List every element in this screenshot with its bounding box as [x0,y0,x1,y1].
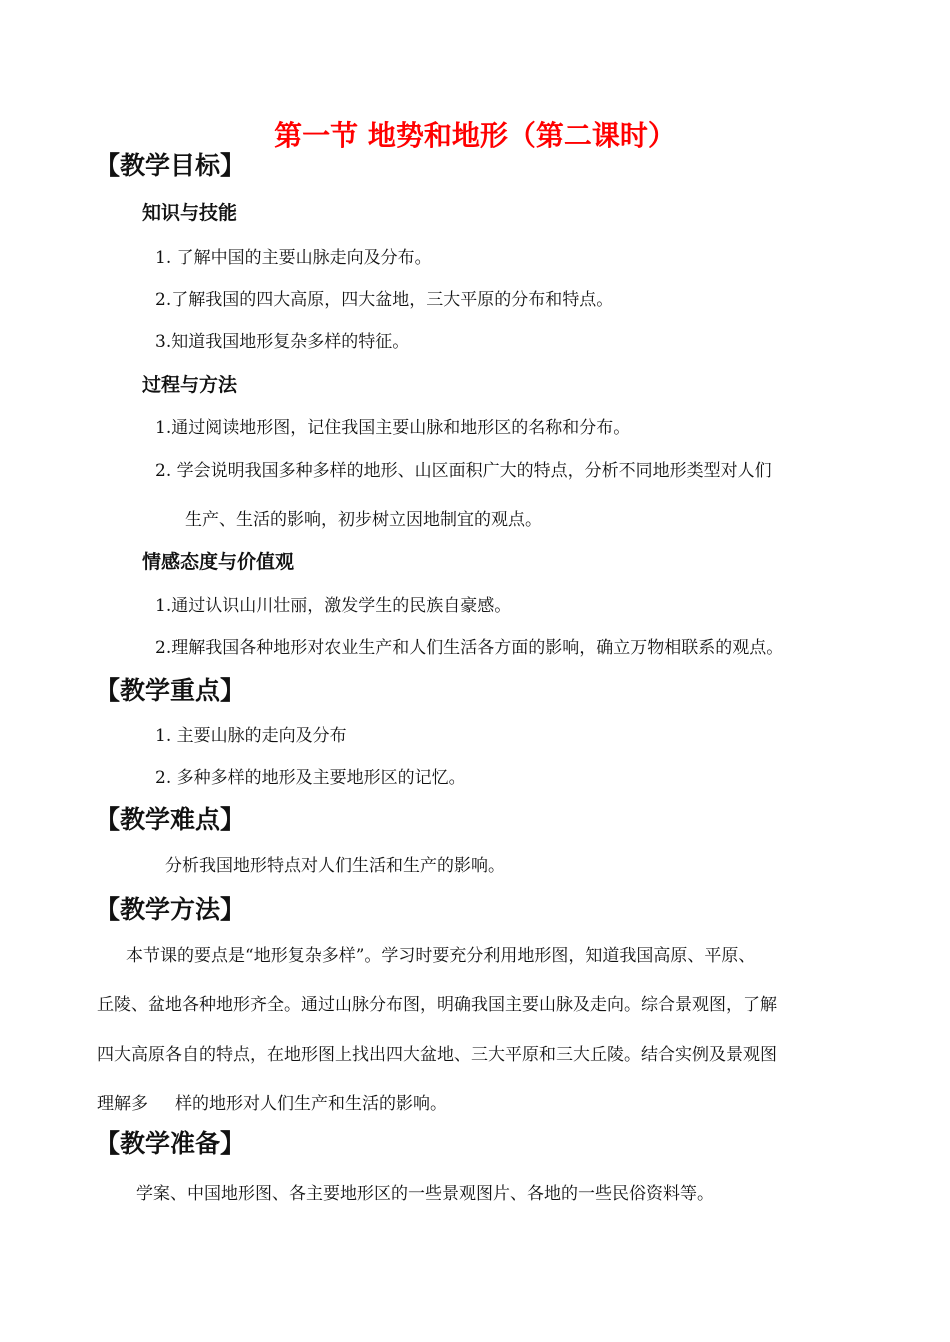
methods-line: 本节课的要点是“地形复杂多样”。学习时要充分利用地形图，知道我国高原、平原、 [126,946,756,966]
difficulties-heading: 【教学难点】 [95,805,246,834]
preparation-heading: 【教学准备】 [95,1129,246,1158]
objectives-heading: 【教学目标】 [95,151,246,180]
difficulties-text: 分析我国地形特点对人们生活和生产的影响。 [165,856,505,876]
key-points-heading: 【教学重点】 [95,676,246,705]
process-item-continued: 生产、生活的影响，初步树立因地制宜的观点。 [185,510,542,530]
key-point-item: 1. 主要山脉的走向及分布 [155,726,347,746]
page-title: 第一节 地势和地形（第二课时） [274,119,676,152]
methods-line: 四大高原各自的特点，在地形图上找出四大盆地、三大平原和三大丘陵。结合实例及景观图 [97,1045,777,1065]
knowledge-item: 2.了解我国的四大高原，四大盆地，三大平原的分布和特点。 [155,290,614,310]
process-item: 2. 学会说明我国多种多样的地形、山区面积广大的特点，分析不同地形类型对人们 [155,461,772,481]
process-heading: 过程与方法 [142,374,238,396]
attitude-heading: 情感态度与价值观 [142,551,295,573]
attitude-item: 2.理解我国各种地形对农业生产和人们生活各方面的影响，确立万物相联系的观点。 [155,638,784,658]
attitude-item: 1.通过认识山川壮丽，激发学生的民族自豪感。 [155,596,512,616]
methods-line: 理解多 样的地形对人们生产和生活的影响。 [97,1094,448,1114]
key-point-item: 2. 多种多样的地形及主要地形区的记忆。 [155,768,466,788]
knowledge-heading: 知识与技能 [142,202,238,224]
preparation-text: 学案、中国地形图、各主要地形区的一些景观图片、各地的一些民俗资料等。 [136,1184,714,1204]
knowledge-item: 1. 了解中国的主要山脉走向及分布。 [155,248,432,268]
methods-heading: 【教学方法】 [95,895,246,924]
process-item: 1.通过阅读地形图，记住我国主要山脉和地形区的名称和分布。 [155,418,631,438]
methods-line: 丘陵、盆地各种地形齐全。通过山脉分布图，明确我国主要山脉及走向。综合景观图，了解 [97,995,777,1015]
knowledge-item: 3.知道我国地形复杂多样的特征。 [155,332,410,352]
